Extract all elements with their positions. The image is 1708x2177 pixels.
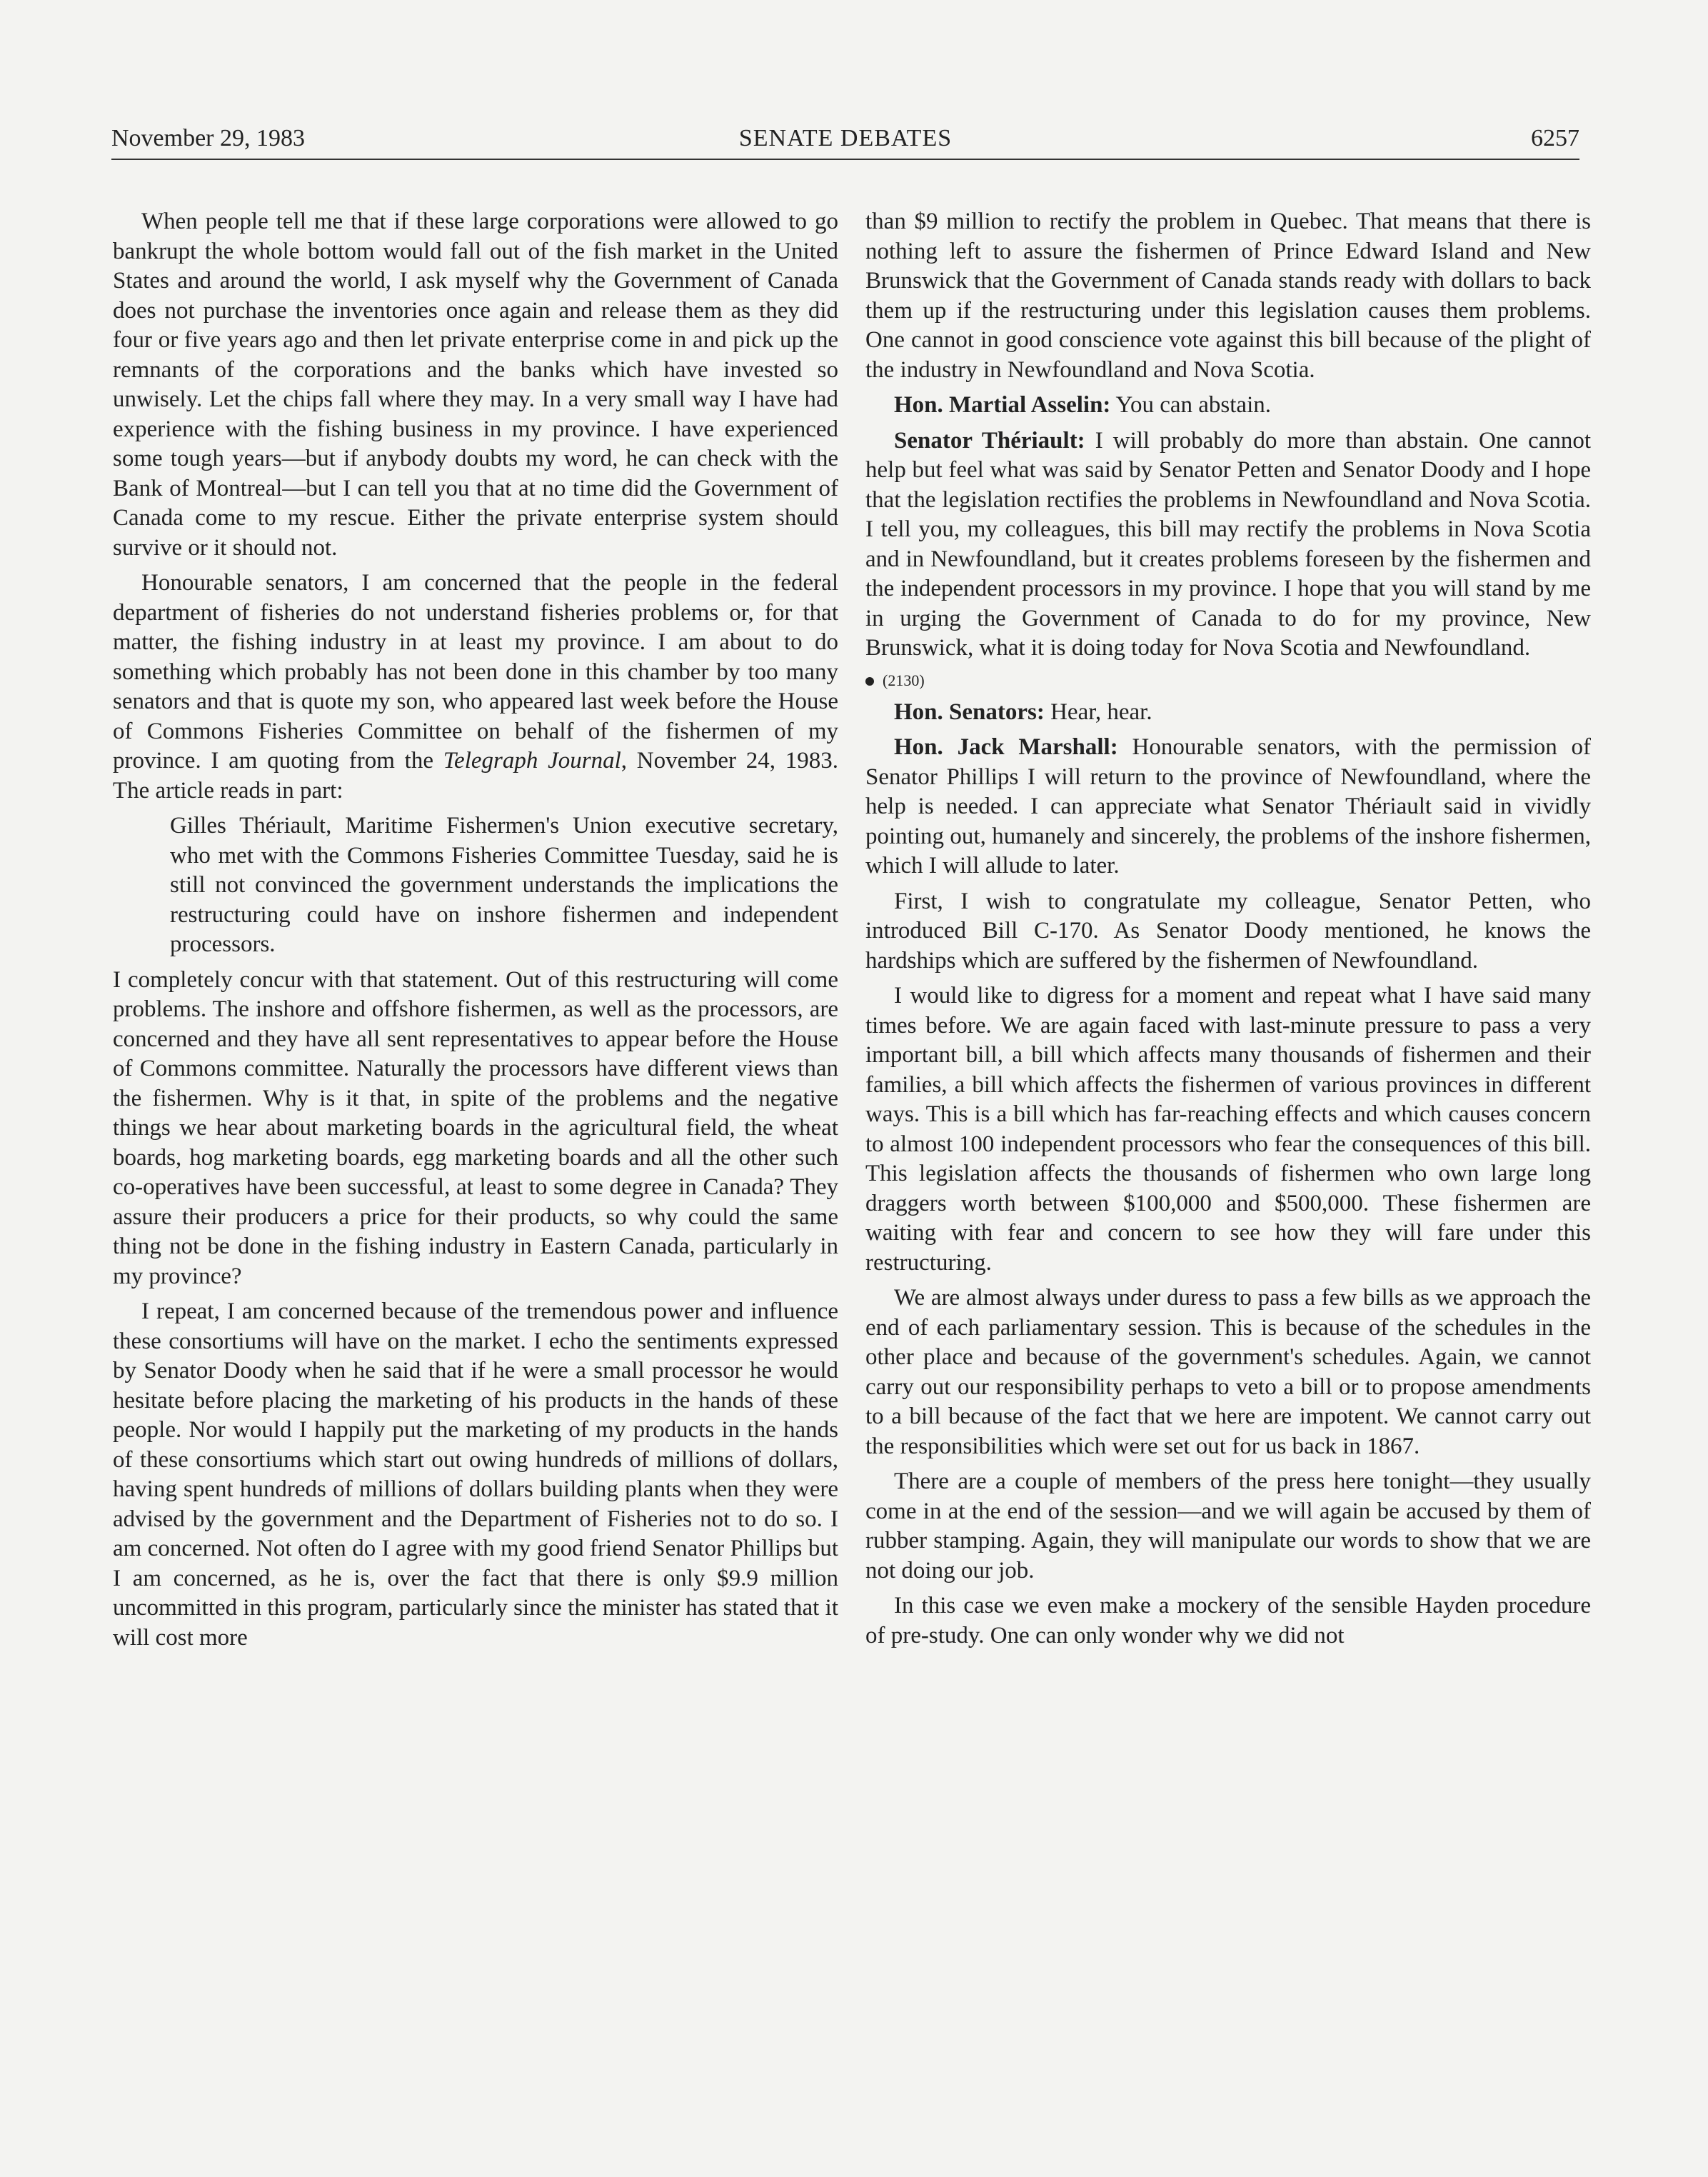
- paragraph: When people tell me that if these large corporations were allowed to go bankrupt the whole bottom would fall out of the fish market in the United States and around the world, I ask myself why the Government of Canada does not purchase the inventories once again and release them as they did four or five years ago and then let private enterprise come in and pick up the remnants of the corporations and the banks which have invested so unwisely. Let the chips fall where they may. In a very small way I have had experience with the fishing business in my province. I have experienced some tough years—but if anybody doubts my word, he can check with the Bank of Montreal—but I can tell you that at no time did the Government of Canada come to my rescue. Either the private enterprise system should survive or it should not.: [113, 209, 838, 561]
- speaker-name: Hon. Jack Marshall:: [894, 734, 1118, 760]
- speech-text: I will probably do more than abstain. One cannot help but feel what was said by Senator Petten and Senator Doody and I hope that the legislation rectifies the problems in Newfoundland and Nova Scotia. I tell you, my colleagues, this bill may rectify the problems in Nova Scotia and in Newfoundland, but it creates problems foreseen by the fishermen and the independent processors in my province. I hope that you will stand by me in urging the Government of Canada to do for my province, New Brunswick, what it is doing today for Nova Scotia and Newfoundland.: [865, 427, 1591, 661]
- paragraph: I would like to digress for a moment and repeat what I have said many times before. We are again faced with last-minute pressure to pass a very important bill, a bill which affects many thousands of fishermen and their families, a bill which affects the fishermen of various provinces in different ways. This is a bill which has far-reaching effects and which causes concern to almost 100 independent processors who fear the consequences of this bill. This legislation affects the thousands of fishermen who own large long draggers worth between $100,000 and $500,000. These fishermen are waiting with fear and concern to see how they will fare under this restructuring.: [865, 983, 1591, 1276]
- bullet-icon: [865, 677, 874, 686]
- speech-text: Hear, hear.: [1044, 699, 1152, 725]
- paragraph: There are a couple of members of the press here tonight—they usually come in at the end of the session—and we will again be accused by them of rubber stamping. Again, they will manipulate our words to show that we are not doing our job.: [865, 1468, 1591, 1583]
- page-header: [111, 121, 1579, 160]
- speech-text: You can abstain.: [1110, 392, 1271, 418]
- paragraph: [113, 569, 838, 806]
- speech-text: Honourable senators, with the permission of Senator Phillips I will return to the province of Newfoundland, where the help is needed. I can appreciate what Senator Thériault said in vividly pointing out, humanely and sincerely, the problems of the inshore fishermen, which I will allude to later.: [865, 734, 1591, 879]
- paragraph: than $9 million to rectify the problem in Quebec. That means that there is nothing left to assure the fishermen of Prince Edward Island and New Brunswick that the Government of Canada stands ready with dollars to back them up if the restructuring under this legislation causes them problems. One cannot in good conscience vote against this bill because of the plight of the industry in Newfoundland and Nova Scotia.: [865, 209, 1591, 383]
- block-quote: Gilles Thériault, Maritime Fishermen's Union executive secretary, who met with the Commons Fisheries Committee Tuesday, said he is still not convinced the government understands the implications the restructuring could have on inshore fishermen and independent processors.: [170, 813, 838, 957]
- time-marker: [865, 669, 1591, 692]
- speech-theriault: [865, 426, 1591, 664]
- paragraph: In this case we even make a mockery of the sensible Hayden procedure of pre-study. One can only wonder why we did not: [865, 1593, 1591, 1648]
- paragraph-text: , November 24, 1983. The article reads in part:: [113, 748, 838, 804]
- speech-senators: [865, 698, 1591, 728]
- speaker-name: Hon. Martial Asselin:: [894, 392, 1111, 418]
- paragraph: I completely concur with that statement. Out of this restructuring will come problems. The inshore and offshore fishermen, as well as the processors, are concerned and they have all sent representatives to appear before the House of Commons committee. Naturally the processors have different views than the fishermen. Why is it that, in spite of the problems and the negative things we hear about marketing boards in the agricultural field, the wheat boards, hog marketing boards, egg marketing boards and all the other such co-operatives have been successful, at least to some degree in Canada? They assure their producers a price for their products, so why could the same thing not be done in the fishing industry in Eastern Canada, particularly in my province?: [113, 966, 838, 1289]
- paragraph: First, I wish to congratulate my colleague, Senator Petten, who introduced Bill C-170. As Senator Doody mentioned, he knows the hardships which are suffered by the fishermen of Newfoundland.: [865, 888, 1591, 974]
- paragraph: I repeat, I am concerned because of the tremendous power and influence these consortiums will have on the market. I echo the sentiments expressed by Senator Doody when he said that if he were a small processor he would hesitate before placing the marketing of his products in the hands of these people. Nor would I happily put the marketing of my products in the hands of these consortiums which start out owing hundreds of millions of dollars, having spent hundreds of millions of dollars building plants when they were advised by the government and the Department of Fisheries not to do so. I am concerned. Not often do I agree with my good friend Senator Phillips but I am concerned, as he is, over the fact that there is only $9.9 million uncommitted in this program, particularly since the minister has stated that it will cost more: [113, 1298, 838, 1651]
- left-column: [113, 207, 838, 1658]
- speech-marshall: [865, 733, 1591, 881]
- right-column: [865, 207, 1591, 1656]
- header-date: November 29, 1983: [111, 125, 306, 151]
- time-marker-text: (2130): [883, 671, 925, 689]
- header-page-number: 6257: [1531, 125, 1579, 151]
- speaker-name: Hon. Senators:: [894, 699, 1045, 725]
- header-title: SENATE DEBATES: [738, 125, 953, 151]
- speech-asselin: [865, 391, 1591, 421]
- publication-title: Telegraph Journal: [443, 748, 621, 774]
- speaker-name: Senator Thériault:: [894, 427, 1085, 454]
- paragraph: We are almost always under duress to pass a few bills as we approach the end of each parliamentary session. This is because of the schedules in the other place and because of the government's schedules. Again, we cannot carry out our responsibility perhaps to veto a bill or to propose amendments to a bill because of the fact that we here are impotent. We cannot carry out the responsibilities which were set out for us back in 1867.: [865, 1285, 1591, 1459]
- paragraph-text: Honourable senators, I am concerned that the people in the federal department of fisheries do not understand fisheries problems or, for that matter, the fishing industry in at least my province. I am about to do something which probably has not been done in this chamber by too many senators and that is quote my son, who appeared last week before the House of Commons Fisheries Committee on behalf of the fishermen of my province. I am quoting from the: [113, 570, 838, 774]
